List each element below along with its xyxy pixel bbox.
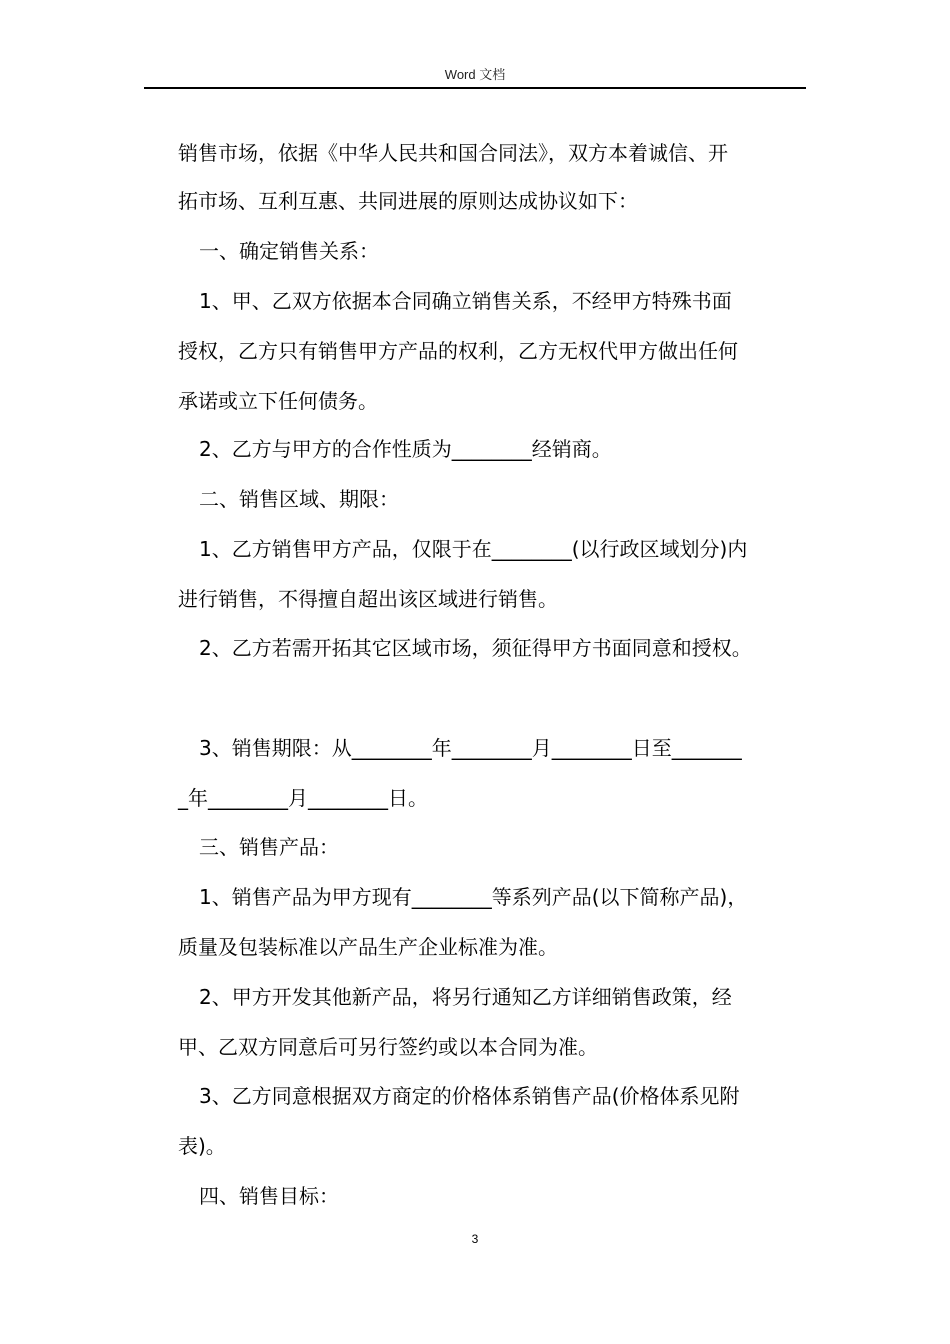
body-line-11: 2、乙方若需开拓其它区域市场，须征得甲方书面同意和授权。	[199, 636, 752, 660]
body-line-19: 3、乙方同意根据双方商定的价格体系销售产品(价格体系见附	[199, 1084, 740, 1108]
body-line-7: 2、乙方与甲方的合作性质为________经销商。	[199, 437, 612, 461]
body-line-15: 1、销售产品为甲方现有________等系列产品(以下简称产品)，	[199, 885, 748, 909]
body-line-9: 1、乙方销售甲方产品，仅限于在________(以行政区域划分)内	[199, 537, 748, 561]
section-heading-2: 二、销售区域、期限：	[199, 487, 399, 511]
section-heading-1: 一、确定销售关系：	[199, 239, 379, 263]
body-line-18: 甲、乙双方同意后可另行签约或以本合同为准。	[178, 1035, 598, 1059]
header-divider	[144, 87, 806, 89]
page-header-title: Word 文档	[444, 67, 506, 82]
body-line-4: 1、甲、乙双方依据本合同确立销售关系，不经甲方特殊书面	[199, 289, 732, 313]
body-line-2: 拓市场、互利互惠、共同进展的原则达成协议如下：	[178, 189, 638, 213]
body-line-5: 授权，乙方只有销售甲方产品的权利，乙方无权代甲方做出任何	[178, 339, 738, 363]
section-heading-4: 四、销售目标：	[199, 1184, 339, 1208]
body-line-16: 质量及包装标准以产品生产企业标准为准。	[178, 935, 558, 959]
page-number: 3	[471, 1232, 479, 1246]
body-line-20: 表)。	[178, 1134, 226, 1158]
section-heading-3: 三、销售产品：	[199, 835, 339, 859]
body-line-1: 销售市场，依据《中华人民共和国合同法》，双方本着诚信、开	[178, 141, 728, 165]
body-line-12: 3、销售期限：从________年________月________日至_______	[199, 736, 742, 760]
body-line-17: 2、甲方开发其他新产品，将另行通知乙方详细销售政策，经	[199, 985, 732, 1009]
body-line-6: 承诺或立下任何债务。	[178, 389, 378, 413]
body-line-10: 进行销售，不得擅自超出该区域进行销售。	[178, 587, 558, 611]
body-line-13: _年________月________日。	[178, 786, 428, 810]
